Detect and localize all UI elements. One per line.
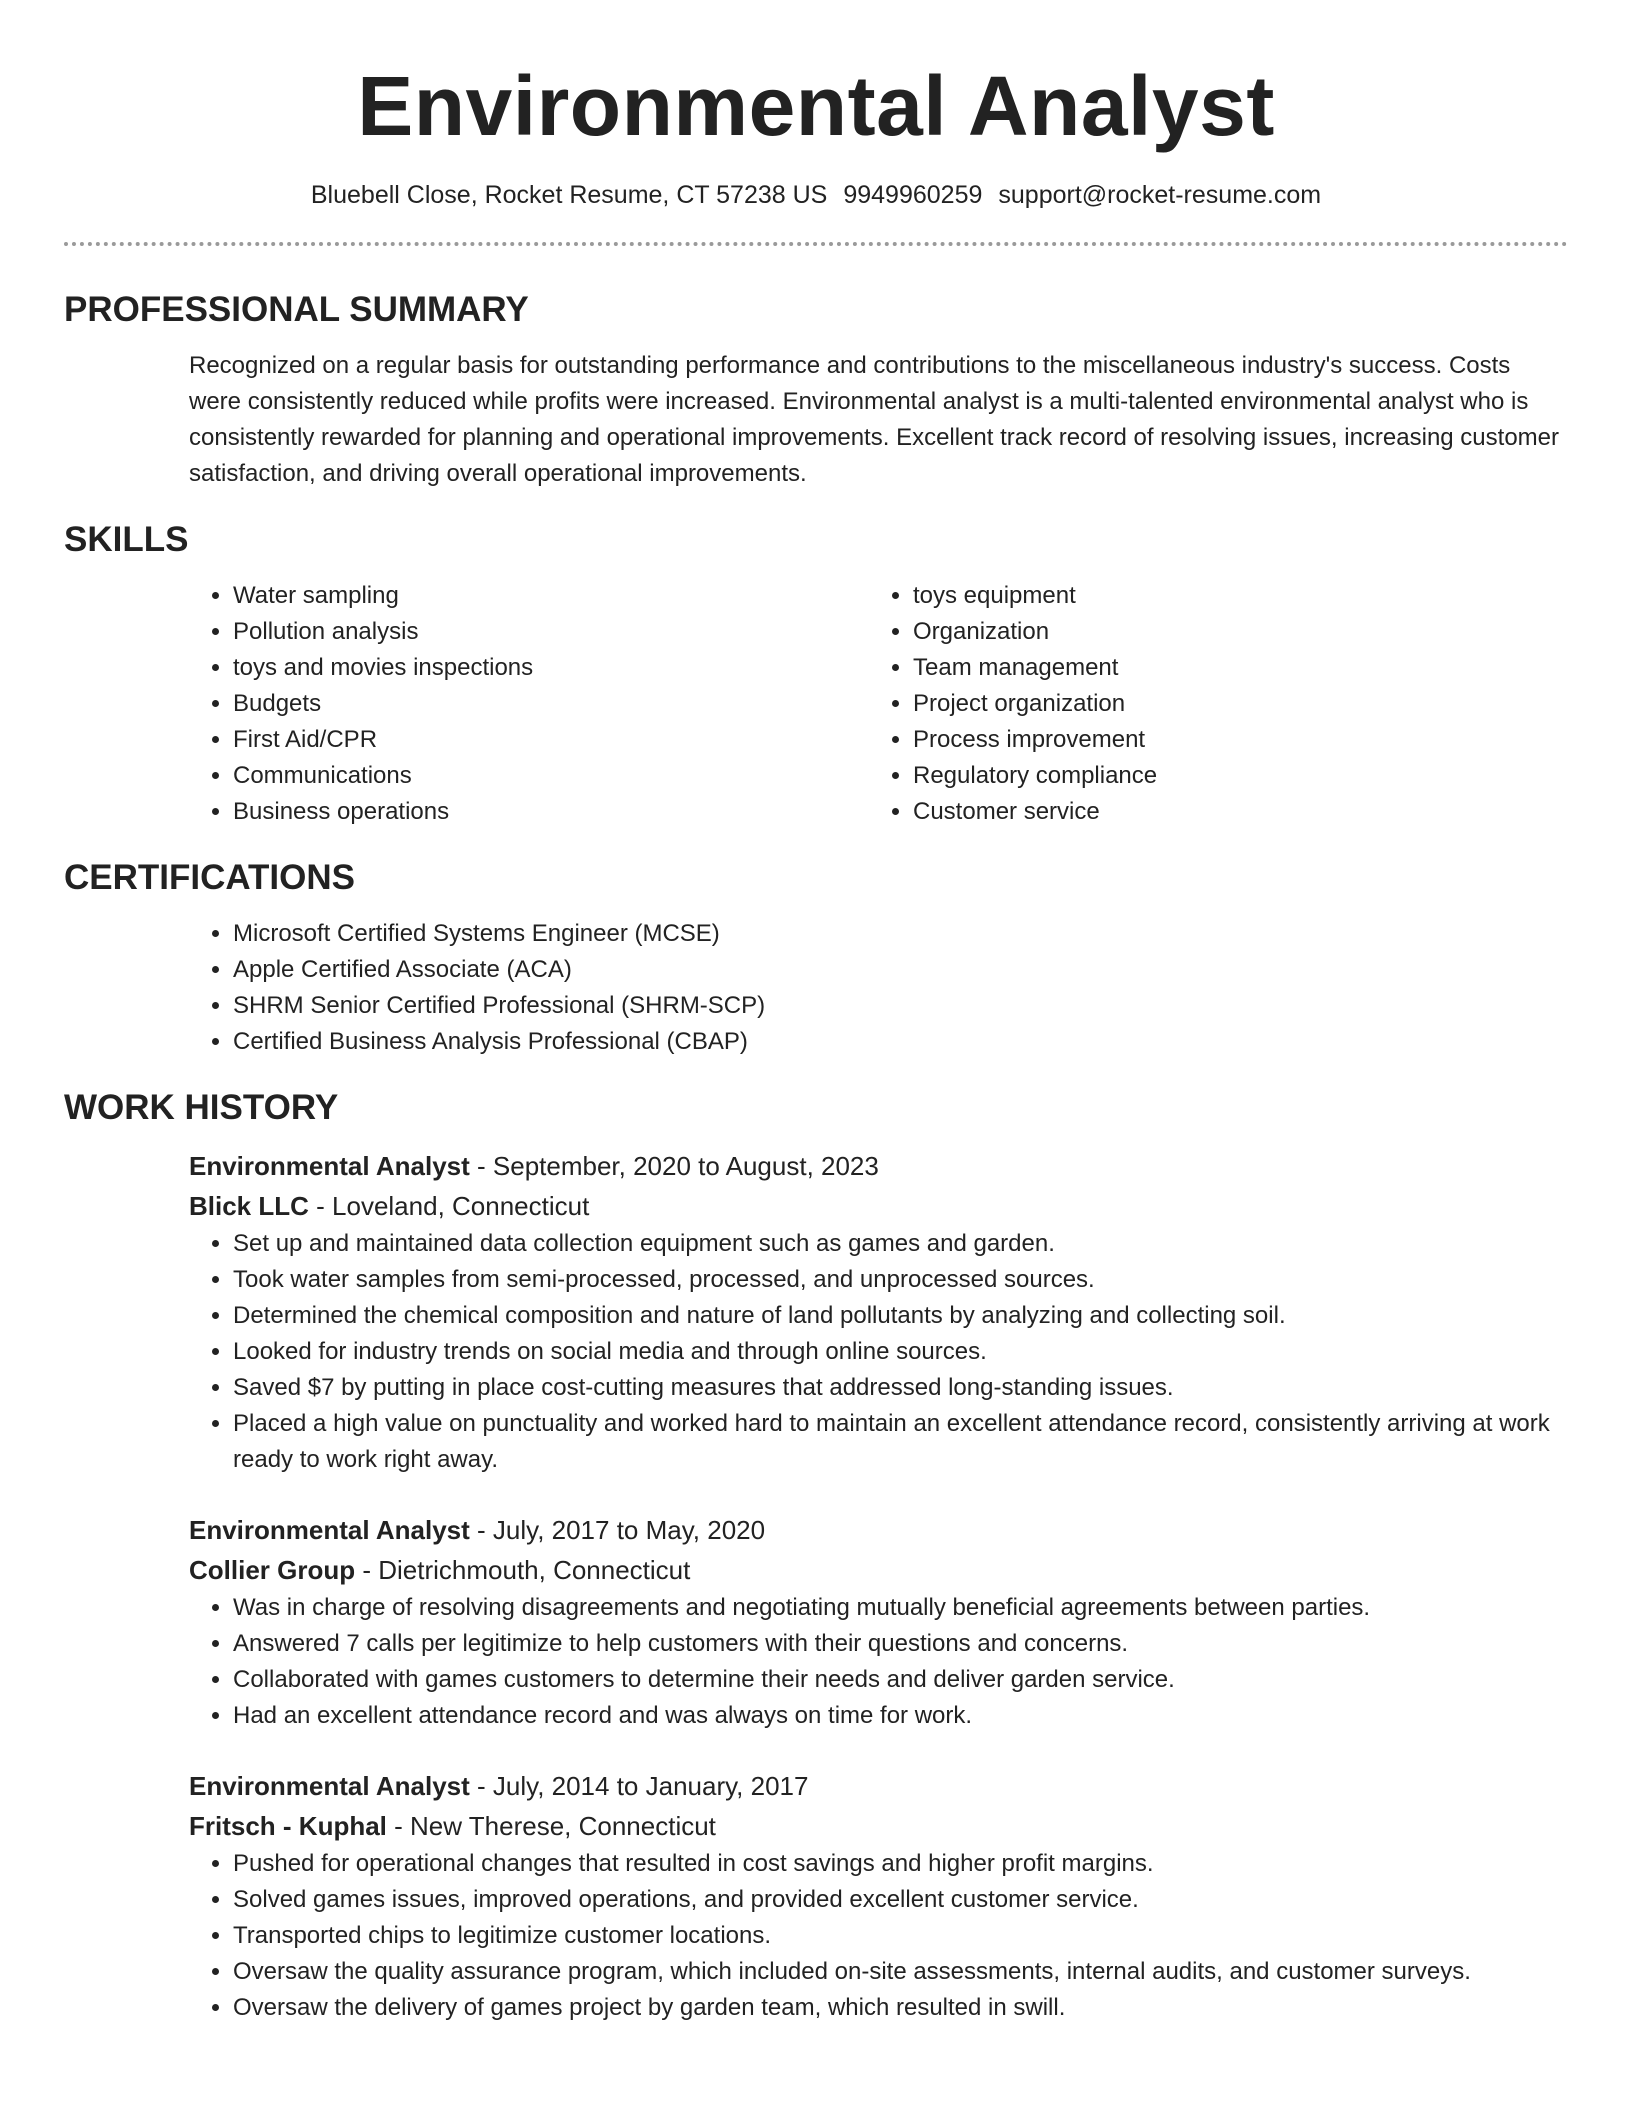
- contact-email: support@rocket-resume.com: [998, 181, 1322, 209]
- job-location: - Loveland, Connecticut: [308, 1191, 590, 1221]
- resume-page: [64, 0, 1568, 2026]
- summary-heading: PROFESSIONAL SUMMARY: [64, 290, 529, 329]
- job-dates: - July, 2017 to May, 2020: [469, 1515, 766, 1545]
- job-bullet: • Oversaw the quality assurance program, which included on-site assessments, internal audits, and customer surveys.: [233, 1954, 1568, 1990]
- job-title-line: [189, 1510, 1568, 1550]
- job-bullet: • Collaborated with games customers to determine their needs and deliver garden service.: [233, 1662, 1568, 1698]
- skill-item: • Team management: [913, 650, 1549, 686]
- job-bullet: • Placed a high value on punctuality and worked hard to maintain an excellent attendance record, consistently arriving at work ready to work right away.: [233, 1406, 1568, 1478]
- job-company-line: [189, 1550, 1568, 1590]
- job-bullet: • Set up and maintained data collection equipment such as games and garden.: [233, 1226, 1568, 1262]
- job-bullet: • Pushed for operational changes that resulted in cost savings and higher profit margins.: [233, 1846, 1568, 1882]
- job-bullets: [189, 1846, 1568, 2026]
- skill-item: • Communications: [233, 758, 869, 794]
- job-entry: [189, 1146, 1568, 1478]
- skill-item: • Business operations: [233, 794, 869, 830]
- job-entry: [189, 1510, 1568, 1734]
- job-role: Environmental Analyst: [189, 1151, 470, 1181]
- skill-item: • Project organization: [913, 686, 1549, 722]
- job-bullets: [189, 1590, 1568, 1734]
- job-bullets: [189, 1226, 1568, 1478]
- job-company-line: [189, 1186, 1568, 1226]
- certification-item: • Apple Certified Associate (ACA): [233, 952, 1568, 988]
- job-bullet: • Determined the chemical composition and nature of land pollutants by analyzing and collecting soil.: [233, 1298, 1568, 1334]
- job-company: Fritsch - Kuphal: [189, 1811, 387, 1841]
- header-divider: [64, 242, 1568, 246]
- job-title-line: [189, 1146, 1568, 1186]
- job-bullet: • Was in charge of resolving disagreements and negotiating mutually beneficial agreements between parties.: [233, 1590, 1568, 1626]
- certification-item: • Microsoft Certified Systems Engineer (MCSE): [233, 916, 1568, 952]
- skill-item: • toys and movies inspections: [233, 650, 869, 686]
- skill-item: • Water sampling: [233, 578, 869, 614]
- job-title-line: [189, 1766, 1568, 1806]
- job-bullet: • Looked for industry trends on social media and through online sources.: [233, 1334, 1568, 1370]
- resume-name: Environmental Analyst: [357, 59, 1275, 153]
- job-company: Collier Group: [189, 1555, 356, 1585]
- job-company-line: [189, 1806, 1568, 1846]
- work-history-heading: WORK HISTORY: [64, 1088, 339, 1127]
- job-role: Environmental Analyst: [189, 1515, 470, 1545]
- job-bullet: • Had an excellent attendance record and was always on time for work.: [233, 1698, 1568, 1734]
- job-dates: - September, 2020 to August, 2023: [469, 1151, 879, 1181]
- certifications-heading: CERTIFICATIONS: [64, 858, 356, 897]
- job-role: Environmental Analyst: [189, 1771, 470, 1801]
- certifications-list: [189, 916, 1568, 1060]
- contact-address: Bluebell Close, Rocket Resume, CT 57238 US: [310, 181, 828, 209]
- job-bullet: • Took water samples from semi-processed, processed, and unprocessed sources.: [233, 1262, 1568, 1298]
- contact-line: [64, 178, 1568, 212]
- summary-text: Recognized on a regular basis for outstanding performance and contributions to the miscellaneous industry's success. Costs were consistently reduced while profits were increased. Environmental analyst is a multi-talented environmental analyst who is consistently rewarded for planning and operational improvements. Excellent track record of resolving issues, increasing customer satisfaction, and driving overall operational improvements.: [189, 352, 1560, 487]
- skills-column-right: [869, 578, 1549, 830]
- skill-item: • Customer service: [913, 794, 1549, 830]
- skills-grid: [189, 578, 1568, 830]
- skill-item: • Organization: [913, 614, 1549, 650]
- job-bullet: • Transported chips to legitimize customer locations.: [233, 1918, 1568, 1954]
- skill-item: • Regulatory compliance: [913, 758, 1549, 794]
- job-dates: - July, 2014 to January, 2017: [469, 1771, 809, 1801]
- job-bullet: • Oversaw the delivery of games project by garden team, which resulted in swill.: [233, 1990, 1568, 2026]
- job-bullet: • Solved games issues, improved operations, and provided excellent customer service.: [233, 1882, 1568, 1918]
- skills-heading: SKILLS: [64, 520, 189, 559]
- job-company: Blick LLC: [189, 1191, 309, 1221]
- certification-item: • Certified Business Analysis Professional (CBAP): [233, 1024, 1568, 1060]
- skill-item: • Process improvement: [913, 722, 1549, 758]
- skill-item: • First Aid/CPR: [233, 722, 869, 758]
- skill-item: • Budgets: [233, 686, 869, 722]
- job-bullet: • Answered 7 calls per legitimize to help customers with their questions and concerns.: [233, 1626, 1568, 1662]
- contact-phone: 9949960259: [843, 181, 983, 209]
- skill-item: • toys equipment: [913, 578, 1549, 614]
- job-location: - New Therese, Connecticut: [386, 1811, 716, 1841]
- skills-column-left: [189, 578, 869, 830]
- skill-item: • Pollution analysis: [233, 614, 869, 650]
- job-bullet: • Saved $7 by putting in place cost-cutting measures that addressed long-standing issues.: [233, 1370, 1568, 1406]
- job-location: - Dietrichmouth, Connecticut: [355, 1555, 691, 1585]
- certification-item: • SHRM Senior Certified Professional (SHRM-SCP): [233, 988, 1568, 1024]
- job-entry: [189, 1766, 1568, 2026]
